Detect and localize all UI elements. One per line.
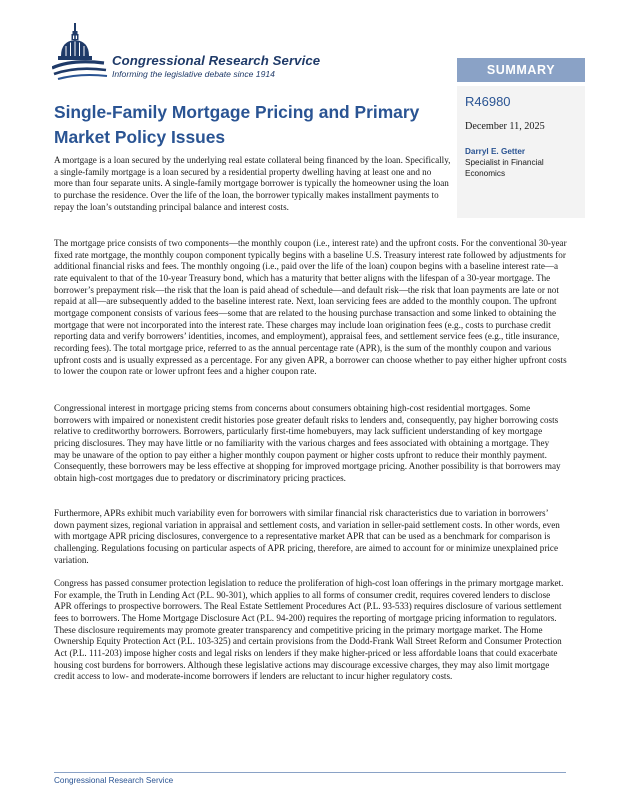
footer-divider [54,772,566,773]
page-title: Single-Family Mortgage Pricing and Primary Market Policy Issues [54,102,420,147]
crs-logo [52,22,322,82]
report-sidebar [457,86,585,218]
paragraph-apr-variability: Furthermore, APRs exhibit much variability even for borrowers with similar financial risk characteristics due to variation in borrowers’ down payment sizes, regional variation in appraisal and settlement costs, and variation in seller-paid settlement costs. In other words, even with mortgage APR pricing disclosures, convergence to a representative market APR that can be used as a benchmark for comparison is challenging. Regulations focusing on particular aspects of APR pricing, therefore, are aimed to account for or minimize unexplained price variation. [54,508,560,565]
paragraph-congressional-interest: Congressional interest in mortgage pricing stems from concerns about consumers obtaining high-cost residential mortgages. Some borrowers with impaired or nonexistent credit histories pose greater default risks to lenders and, consequently, pay higher borrowing costs relative to creditworthy borrowers. Borrowers, particularly first-time homebuyers, may lack sufficient understanding of key mortgage pricing disclosures. They may have little or no familiarity with the various charges and fees associated with obtaining a mortgage. They may be unaware of the option to pay either a higher monthly coupon payment or higher costs upfront to reduce their monthly payment. Consequently, these borrowers may be less effective at shopping for improved mortgage pricing. Another possibility is that borrowers may obtain high-cost mortgages due to predatory or discriminatory pricing practices. [54,403,561,483]
footer-org-name: Congressional Research Service [54,776,174,785]
report-number: R46980 [465,94,511,109]
author-title: Specialist in Financial Economics [465,158,544,178]
author-name: Darryl E. Getter [465,147,526,156]
capitol-dome-icon [52,22,108,80]
org-tagline: Informing the legislative debate since 1914 [112,69,275,79]
org-name: Congressional Research Service [112,53,321,68]
report-date: December 11, 2025 [465,121,545,132]
paragraph-pricing: The mortgage price consists of two components—the monthly coupon (i.e., interest rate) and the upfront costs. For the conventional 30-year fixed rate mortgage, the monthly coupon component typically begins with a baseline U.S. Treasury interest rate followed by adjustments for additional financial risks and fees. The monthly ongoing (i.e., paid over the life of the loan) coupon begins with a baseline interest rate—a rate equivalent to that of the 10-year Treasury bond, which has a maturity that better aligns with the lifespan of a 30-year mortgage. The borrower’s prepayment risk—the risk that the loan is paid ahead of schedule—and default risk—the risk that loan payments are late or not repaid at all—are subsequently added to the baseline interest rate. Next, loan servicing fees are added to the monthly coupon. The upfront mortgage component consists of various fees—some that are related to the housing purchase transaction and some linked to obtaining the mortgage that were not incorporated into the interest rate. These charges may include loan origination fees (e.g., costs to purchase credit reporting data and verify borrowers’ identities, incomes, and employment), appraisal fees, and settlement service fees (e.g., title insurance, recording fees). The total mortgage price, referred to as the annual percentage rate (APR), is the sum of the monthly coupon and various upfront costs and is usually expressed as a percentage. For any given APR, a borrower can choose whether to pay either higher upfront costs to lower the coupon rate or lower upfront fees and a higher coupon rate. [54,238,567,377]
summary-label: SUMMARY [457,58,585,82]
paragraph-legislation: Congress has passed consumer protection legislation to reduce the proliferation of high-cost loan offerings in the primary mortgage market. For example, the Truth in Lending Act (P.L. 90-301), which applies to all forms of consumer credit, requires covered lenders to disclose APR offerings to prospective borrowers. The Real Estate Settlement Procedures Act (P.L. 93-533) requires disclosure of various settlement fees to borrowers. The Home Mortgage Disclosure Act (P.L. 94-200) requires the reporting of mortgage pricing information to regulators. These disclosure requirements may promote greater transparency and competitive pricing in the primary mortgage market. The Home Ownership Equity Protection Act (P.L. 103-325) and certain provisions from the Dodd-Frank Wall Street Reform and Consumer Protection Act (P.L. 111-203) impose higher costs and legal risks on lenders if they make higher-priced or less affordable loans that could exacerbate housing cost burdens for borrowers. Although these legislative actions may discourage excessive charges, they may also limit mortgage credit access to low- and moderate-income borrowers if lenders are reluctant to incur higher regulatory costs. [54,578,564,682]
paragraph-intro: A mortgage is a loan secured by the underlying real estate collateral being financed by the loan. Specifically, a single-family mortgage is a loan secured by a residential property dwelling having at least one and no more than four separate units. A single-family mortgage borrower is typically the homeowner using the loan to purchase the residence. Over the life of the loan, the borrower typically makes installment payments to repay the loan’s outstanding principal balance and interest costs. [54,155,451,212]
